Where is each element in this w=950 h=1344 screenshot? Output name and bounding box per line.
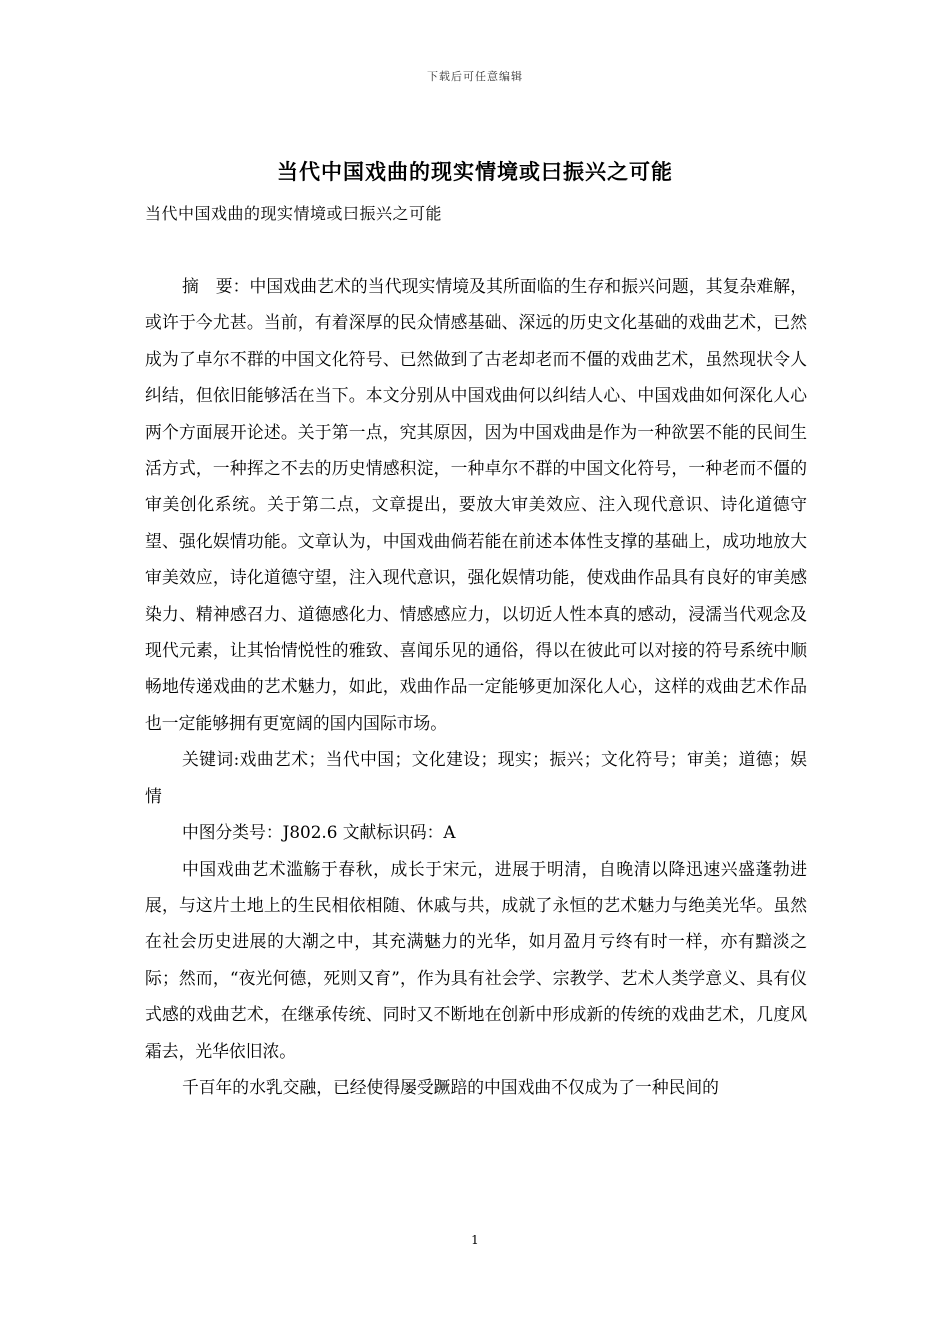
document-title: 当代中国戏曲的现实情境或曰振兴之可能 (277, 160, 673, 184)
document-subtitle: 当代中国戏曲的现实情境或曰振兴之可能 (145, 204, 443, 223)
document-body (145, 268, 807, 1105)
classification-paragraph: 中图分类号：J802.6 文献标识码：A (181, 822, 456, 843)
header-note: 下载后可任意编辑 (427, 70, 523, 83)
keywords-paragraph: 关键词:戏曲艺术；当代中国；文化建设；现实；振兴；文化符号；审美；道德；娱情 (145, 749, 807, 806)
body-paragraph: 千百年的水乳交融，已经使得屡受蹶踣的中国戏曲不仅成为了一种民间的 (181, 1076, 719, 1097)
page-number: 1 (471, 1233, 479, 1247)
abstract-paragraph: 摘 要：中国戏曲艺术的当代现实情境及其所面临的生存和振兴问题，其复杂难解，或许于今尤甚。当前，有着深厚的民众情感基础、深远的历史文化基础的戏曲艺术，已然成为了卓尔不群的中国文化符号、已然做到了古老却老而不僵的戏曲艺术，虽然现状令人纠结，但依旧能够活在当下。本文分别从中国戏曲何以纠结人心、中国戏曲如何深化人心两个方面展开论述。关于第一点，究其原因，因为中国戏曲是作为一种欲罢不能的民间生活方式，一种挥之不去的历史情感积淀，一种卓尔不群的中国文化符号，一种老而不僵的审美创化系统。关于第二点，文章提出，要放大审美效应、注入现代意识、诗化道德守望、强化娱情功能。文章认为，中国戏曲倘若能在前述本体性支撑的基础上，成功地放大审美效应，诗化道德守望，注入现代意识，强化娱情功能，使戏曲作品具有良好的审美感染力、精神感召力、道德感化力、情感感应力，以切近人性本真的感动，浸濡当代观念及现代元素，让其怡情悦性的雅致、喜闻乐见的通俗，得以在彼此可以对接的符号系统中顺畅地传递戏曲的艺术魅力，如此，戏曲作品一定能够更加深化人心，这样的戏曲艺术作品也一定能够拥有更宽阔的国内国际市场。 (145, 276, 807, 733)
body-paragraph: 中国戏曲艺术滥觞于春秋，成长于宋元，进展于明清，自晚清以降迅速兴盛蓬勃进展，与这片土地上的生民相依相随、休戚与共，成就了永恒的艺术魅力与绝美光华。虽然在社会历史进展的大潮之中，其充满魅力的光华，如月盈月亏终有时一样，亦有黯淡之际；然而，“夜光何德，死则又育”，作为具有社会学、宗教学、艺术人类学意义、具有仪式感的戏曲艺术，在继承传统、同时又不断地在创新中形成新的传统的戏曲艺术，几度风霜去，光华依旧浓。 (145, 858, 807, 1061)
